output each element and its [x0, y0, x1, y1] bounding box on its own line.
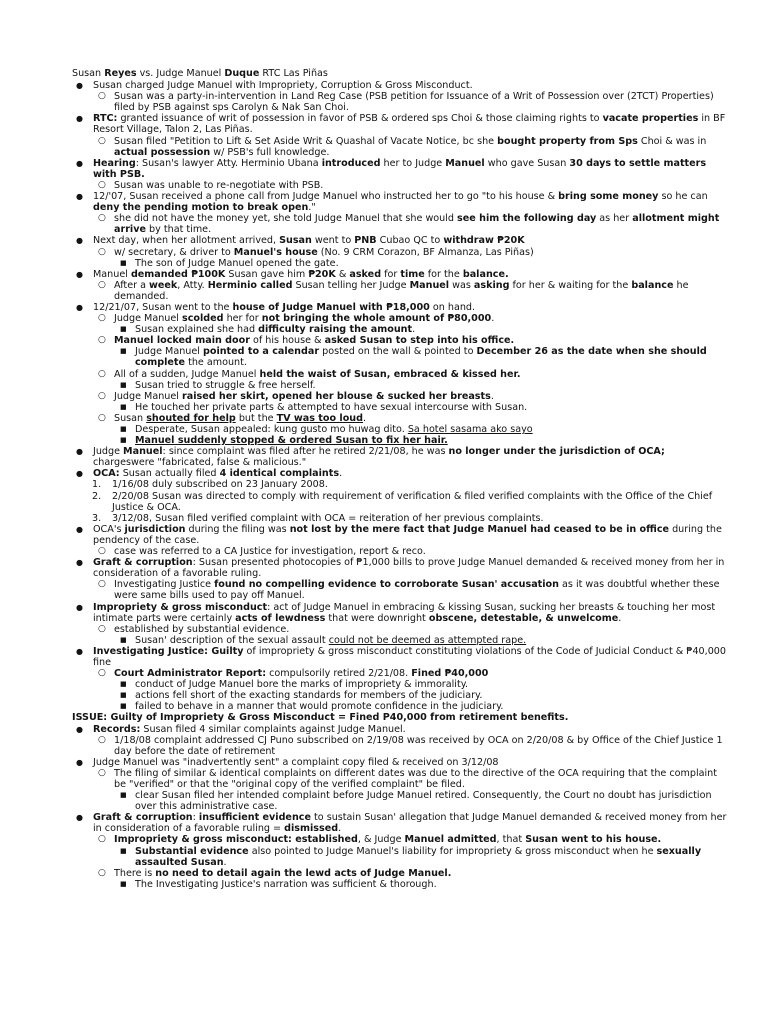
text-segment: but the: [235, 412, 277, 424]
text-segment: no need to detail again the lewd acts of Judge Manuel.: [155, 867, 452, 879]
text-segment: she did not have the money yet, she told Judge Manuel that she would: [114, 213, 458, 225]
text-segment: her for: [223, 313, 262, 325]
list-item: [72, 269, 728, 280]
list-item: [72, 579, 728, 601]
list-item: [72, 280, 728, 302]
text-segment: Next day, when her allotment arrived,: [93, 235, 280, 247]
text-segment: Manuel admitted: [404, 834, 497, 846]
list-item: [72, 435, 728, 446]
list-item: [72, 491, 728, 513]
list-item: [72, 557, 728, 579]
text-segment: difficulty raising the amount: [258, 324, 413, 336]
text-segment: 1/16/08 duly subscribed on 23 January 2008.: [112, 479, 328, 491]
text-segment: Manuel: [123, 446, 163, 458]
bullet-circle-icon: ○: [98, 91, 106, 102]
text-segment: could not be deemed as attempted rape.: [328, 634, 527, 646]
bullet-disc-icon: ●: [76, 302, 83, 312]
text-segment: .: [339, 468, 343, 480]
list-item: [72, 258, 728, 269]
bullet-disc-icon: ●: [76, 447, 83, 457]
text-segment: granted issuance of writ of possession in favor of PSB & ordered sps Choi & those claiming rights to: [117, 113, 603, 125]
text-segment: .: [412, 324, 416, 336]
text-segment: compulsorily retired 2/21/08.: [266, 668, 412, 680]
bullet-circle-icon: ○: [98, 546, 106, 557]
text-segment: Susan: [279, 235, 312, 247]
text-segment: of his house &: [249, 335, 325, 347]
list-item: [72, 313, 728, 324]
issue-heading: [72, 712, 728, 723]
text-segment: Susan actually filed: [119, 468, 220, 480]
list-item: [72, 524, 728, 546]
text-segment: chargeswere "fabricated, false & malicious.": [93, 457, 307, 469]
bullet-disc-icon: ●: [76, 269, 83, 279]
list-item: [72, 668, 728, 679]
text-segment: during the filing was: [185, 523, 290, 535]
text-segment: Judge Manuel: [114, 390, 182, 402]
text-segment: .: [618, 612, 622, 624]
text-segment: .: [490, 390, 494, 402]
bullet-square-icon: ■: [120, 791, 127, 800]
list-item: [72, 834, 728, 845]
text-segment: raised her skirt, opened her blouse & sucked her breasts: [181, 390, 491, 402]
list-item: [72, 191, 728, 213]
text-segment: 2/20/08 Susan was directed to comply with requirement of verification & filed verified complaints with the Office of the Chief Justice & OCA.: [112, 490, 713, 513]
bullet-disc-icon: ●: [76, 469, 83, 479]
text-segment: 1/18/08 complaint addressed CJ Puno subscribed on 2/19/08 was received by OCA on 2/20/08 & by Office of the Chief Justice 1 day before the date of retirement: [114, 734, 723, 757]
text-segment: Desperate, Susan appealed: kung gusto mo huwag dito.: [135, 424, 408, 435]
text-segment: established by substantial evidence.: [114, 623, 290, 635]
text-segment: so he can: [658, 191, 708, 203]
text-segment: scolded: [181, 313, 224, 325]
list-item: [72, 413, 728, 424]
text-segment: Graft & corruption: [93, 557, 193, 569]
bullet-disc-icon: ●: [76, 602, 83, 612]
text-segment: house of Judge Manuel with ₱18,000: [232, 301, 430, 313]
list-item: [72, 369, 728, 380]
text-segment: dismissed: [284, 823, 339, 835]
text-segment: :: [192, 812, 199, 824]
bullet-disc-icon: ●: [76, 236, 83, 246]
bullet-circle-icon: ○: [98, 135, 106, 146]
text-segment: PNB: [354, 235, 377, 247]
list-item: [72, 846, 728, 868]
text-segment: pointed to a calendar: [202, 346, 320, 358]
text-segment: ₱20K: [308, 268, 336, 280]
bullet-circle-icon: ○: [98, 213, 106, 224]
text-segment: Fined ₱40,000: [411, 668, 489, 680]
text-segment: jurisdiction: [124, 523, 186, 535]
list-item: [72, 724, 728, 735]
list-item: [72, 879, 728, 890]
text-segment: that were downright: [325, 612, 429, 624]
bullet-circle-icon: ○: [98, 579, 106, 590]
bullet-square-icon: ■: [120, 402, 127, 411]
text-segment: RTC:: [93, 113, 118, 125]
text-segment: sexually assaulted Susan: [135, 845, 702, 868]
bullet-disc-icon: ●: [76, 646, 83, 656]
bullet-square-icon: ■: [120, 325, 127, 334]
list-item: [72, 91, 728, 113]
bullet-square-icon: ■: [120, 347, 127, 356]
text-segment: TV was too loud: [276, 412, 363, 424]
text-segment: for the: [424, 268, 463, 280]
list-item: [72, 136, 728, 158]
text-segment: 3/12/08, Susan filed verified complaint with OCA = reiteration of her previous complaints.: [112, 512, 544, 524]
text-segment: , & Judge: [357, 834, 405, 846]
document-title: [72, 68, 728, 79]
text-segment: balance: [631, 279, 674, 291]
list-item: [72, 113, 728, 135]
text-segment: found no compelling evidence to corroborate Susan' accusation: [214, 579, 559, 591]
text-segment: 12/21/07, Susan went to the: [93, 301, 233, 313]
text-segment: w/ secretary, & driver to: [114, 246, 234, 258]
text-segment: bought property from Sps: [497, 135, 638, 147]
list-number: 1.: [92, 479, 102, 491]
text-segment: December 26 as the date when she should complete: [135, 346, 707, 369]
text-segment: posted on the wall & pointed to: [319, 346, 477, 358]
text-segment: her to Judge: [380, 157, 446, 169]
text-segment: Judge Manuel was "inadvertently sent" a complaint copy filed & received on 3/12/08: [93, 756, 499, 768]
bullet-circle-icon: ○: [98, 867, 106, 878]
text-segment: Duque: [224, 68, 260, 79]
bullet-square-icon: ■: [120, 436, 127, 445]
list-item: [72, 690, 728, 701]
text-segment: , that: [496, 834, 526, 846]
text-segment: 12/'07, Susan received a phone call from Judge Manuel who instructed her to go "to his house &: [93, 191, 559, 203]
text-segment: OCA's: [93, 523, 125, 535]
list-item: [72, 679, 728, 690]
text-segment: introduced: [321, 157, 381, 169]
text-segment: Susan filed 4 similar complaints against Judge Manuel.: [140, 723, 406, 735]
text-segment: case was referred to a CA Justice for investigation, report & reco.: [114, 546, 426, 558]
text-segment: who gave Susan: [484, 157, 570, 169]
text-segment: .: [223, 856, 227, 868]
text-segment: to sustain Susan' allegation that Judge Manuel demanded & received money from her in consideration of a favorable ruling =: [93, 812, 727, 835]
list-number: 3.: [92, 512, 102, 524]
text-segment: Manuel locked main door: [114, 335, 250, 347]
text-segment: deny the pending motion to break open: [93, 202, 309, 214]
list-item: [72, 468, 728, 479]
list-item: [72, 213, 728, 235]
text-segment: Judge Manuel: [135, 346, 203, 358]
list-item: [72, 158, 728, 180]
bullet-disc-icon: ●: [76, 724, 83, 734]
text-segment: After a: [114, 279, 150, 291]
text-segment: Judge: [93, 446, 124, 458]
bullet-disc-icon: ●: [76, 524, 83, 534]
text-segment: actual possession: [114, 146, 211, 158]
text-segment: Investigating Justice: [114, 579, 215, 591]
list-item: [72, 602, 728, 624]
text-segment: &: [335, 268, 350, 280]
text-segment: actions fell short of the exacting standards for members of the judiciary.: [135, 690, 483, 702]
text-segment: : act of Judge Manuel in embracing & kissing Susan, sucking her breasts & touching her most intimate parts were certainly: [93, 601, 716, 624]
text-segment: Manuel: [445, 157, 485, 169]
list-item: [72, 402, 728, 413]
text-segment: Susan' description of the sexual assault: [135, 634, 329, 646]
list-item: [72, 546, 728, 557]
bullet-disc-icon: ●: [76, 114, 83, 124]
bullet-circle-icon: ○: [98, 390, 106, 401]
text-segment: by that time.: [146, 224, 212, 236]
bullet-disc-icon: ●: [76, 192, 83, 202]
text-segment: acts of lewdness: [235, 612, 326, 624]
text-segment: RTC Las Piñas: [259, 68, 328, 79]
list-item: [72, 346, 728, 368]
document-body: [72, 80, 728, 890]
bullet-disc-icon: ●: [76, 757, 83, 767]
text-segment: : since complaint was filed after he retired 2/21/08, he was: [162, 446, 449, 458]
bullet-disc-icon: ●: [76, 558, 83, 568]
text-segment: Susan filed "Petition to Lift & Set Aside Writ & Quashal of Vacate Notice, bc she: [114, 135, 498, 147]
list-item: [72, 391, 728, 402]
text-segment: (No. 9 CRM Corazon, BF Almanza, Las Piñas): [317, 246, 534, 258]
list-item: [72, 324, 728, 335]
text-segment: Manuel's house: [233, 246, 318, 258]
text-segment: 30 days to settle matters with PSB.: [93, 157, 707, 180]
text-segment: Susan was a party-in-intervention in Land Reg Case (PSB petition for Issuance of a Writ of Possession over (2TCT) Properties) filed by PSB against sps Carolyn & Nak San Choi.: [114, 91, 714, 114]
text-segment: .": [308, 202, 316, 214]
text-segment: Hearing: [93, 157, 136, 169]
text-segment: week: [149, 279, 178, 291]
list-item: [72, 80, 728, 91]
text-segment: The son of Judge Manuel opened the gate.: [135, 257, 339, 269]
text-segment: Herminio called: [207, 279, 293, 291]
text-segment: Investigating Justice: Guilty: [93, 645, 244, 657]
text-segment: see him the following day: [457, 213, 597, 225]
text-segment: , Atty.: [177, 279, 208, 291]
text-segment: Susan explained she had: [135, 324, 259, 336]
bullet-circle-icon: ○: [98, 668, 106, 679]
text-segment: not bringing the whole amount of ₱80,000: [261, 313, 492, 325]
bullet-circle-icon: ○: [98, 279, 106, 290]
text-segment: failed to behave in a manner that would promote confidence in the judiciary.: [135, 701, 504, 713]
text-segment: went to: [311, 235, 355, 247]
text-segment: 4 identical complaints: [219, 468, 340, 480]
text-segment: Substantial evidence: [135, 845, 249, 857]
bullet-circle-icon: ○: [98, 412, 106, 423]
text-segment: bring some money: [558, 191, 659, 203]
text-segment: .: [338, 823, 342, 835]
bullet-square-icon: ■: [120, 879, 127, 888]
text-segment: on hand.: [429, 301, 476, 313]
text-segment: : Susan's lawyer Atty. Herminio Ubana: [135, 157, 322, 169]
text-segment: clear Susan filed her intended complaint before Judge Manuel retired. Consequently, the Court no doubt has jurisdiction over this administrative case.: [135, 790, 712, 813]
text-segment: Manuel: [93, 268, 131, 280]
text-segment: time: [400, 268, 425, 280]
text-segment: conduct of Judge Manuel bore the marks of impropriety & immorality.: [135, 679, 469, 691]
list-item: [72, 635, 728, 646]
text-segment: Impropriety & gross misconduct: established: [114, 834, 358, 846]
list-item: [72, 424, 728, 435]
text-segment: asked: [349, 268, 382, 280]
text-segment: of impropriety & gross misconduct constituting violations of the Code of Judicial Conduct & ₱40,000 fine: [93, 645, 727, 668]
text-segment: Impropriety & gross misconduct: [93, 601, 268, 613]
text-segment: .: [363, 412, 367, 424]
text-segment: OCA:: [93, 468, 120, 480]
list-item: [72, 247, 728, 258]
text-segment: withdraw ₱20K: [443, 235, 525, 247]
bullet-square-icon: ■: [120, 846, 127, 855]
list-item: [72, 479, 728, 490]
list-item: [72, 646, 728, 668]
text-segment: Judge Manuel: [114, 313, 182, 325]
text-segment: Susan: [72, 68, 105, 79]
text-segment: no longer under the jurisdiction of OCA;: [448, 446, 665, 458]
list-item: [72, 235, 728, 246]
text-segment: insufficient evidence: [198, 812, 311, 824]
bullet-circle-icon: ○: [98, 246, 106, 257]
text-segment: Susan tried to struggle & free herself.: [135, 379, 316, 391]
text-segment: demanded ₱100K: [130, 268, 226, 280]
bullet-disc-icon: ●: [76, 158, 83, 168]
bullet-circle-icon: ○: [98, 313, 106, 324]
text-segment: for her & waiting for the: [509, 279, 632, 291]
list-item: [72, 735, 728, 757]
text-segment: for: [381, 268, 401, 280]
text-segment: asking: [473, 279, 510, 291]
text-segment: allotment might arrive: [114, 213, 720, 236]
text-segment: Manuel suddenly stopped & ordered Susan to fix her hair.: [135, 435, 448, 447]
bullet-square-icon: ■: [120, 258, 127, 267]
text-segment: shouted for help: [146, 412, 236, 424]
text-segment: Manuel: [409, 279, 450, 291]
text-segment: Susan went to his house.: [525, 834, 662, 846]
text-segment: Susan was unable to re-negotiate with PSB.: [114, 179, 324, 191]
list-number: 2.: [92, 490, 102, 502]
text-segment: There is: [114, 867, 156, 879]
bullet-square-icon: ■: [120, 691, 127, 700]
bullet-square-icon: ■: [120, 635, 127, 644]
text-segment: as her: [596, 213, 633, 225]
text-segment: ISSUE: Guilty of Impropriety & Gross Misconduct = Fined P40,000 from retirement benefits.: [72, 712, 569, 724]
bullet-disc-icon: ●: [76, 81, 83, 91]
list-item: [72, 757, 728, 768]
text-segment: he demanded.: [114, 279, 689, 302]
text-segment: w/ PSB's full knowledge.: [210, 146, 330, 158]
bullet-square-icon: ■: [120, 702, 127, 711]
text-segment: held the waist of Susan, embraced & kissed her.: [259, 368, 521, 380]
text-segment: He touched her private parts & attempted to have sexual intercourse with Susan.: [135, 401, 528, 413]
text-segment: .: [491, 313, 495, 325]
bullet-circle-icon: ○: [98, 179, 106, 190]
text-segment: not lost by the mere fact that Judge Manuel had ceased to be in office: [289, 523, 670, 535]
text-segment: Reyes: [104, 68, 137, 79]
text-segment: Susan: [114, 412, 147, 424]
bullet-circle-icon: ○: [98, 623, 106, 634]
bullet-square-icon: ■: [120, 425, 127, 433]
list-item: [72, 302, 728, 313]
text-segment: also pointed to Judge Manuel's liability for impropriety & gross misconduct when he: [248, 845, 657, 857]
list-item: [72, 701, 728, 712]
text-segment: asked Susan to step into his office.: [324, 335, 515, 347]
text-segment: in BF Resort Village, Talon 2, Las Piñas.: [93, 113, 726, 136]
list-item: [72, 790, 728, 812]
list-item: [72, 446, 728, 468]
bullet-square-icon: ■: [120, 680, 127, 689]
text-segment: The filing of similar & identical complaints on different dates was due to the directive of the OCA requiring that the complaint be "verified" or that the "original copy of the verified complaint" be filed.: [114, 767, 718, 790]
list-item: [72, 768, 728, 790]
bullet-disc-icon: ●: [76, 813, 83, 823]
text-segment: Choi & was in: [637, 135, 707, 147]
text-segment: Court Administrator Report:: [114, 668, 267, 680]
text-segment: balance.: [462, 268, 509, 280]
text-segment: vacate properties: [602, 113, 699, 125]
list-item: [72, 180, 728, 191]
text-segment: vs. Judge Manuel: [136, 68, 225, 79]
text-segment: obscene, detestable, & unwelcome: [428, 612, 619, 624]
text-segment: during the pendency of the case.: [93, 523, 722, 546]
list-item: [72, 513, 728, 524]
bullet-circle-icon: ○: [98, 767, 106, 778]
list-item: [72, 868, 728, 879]
text-segment: Cubao QC to: [376, 235, 444, 247]
bullet-circle-icon: ○: [98, 834, 106, 845]
text-segment: : Susan presented photocopies of ₱1,000 bills to prove Judge Manuel demanded & received money from her in consideration of a favorable ruling.: [93, 557, 725, 580]
text-segment: as it was doubtful whether these were same bills used to pay off Manuel.: [114, 579, 720, 602]
list-item: [72, 624, 728, 635]
text-segment: the amount.: [185, 357, 247, 369]
bullet-circle-icon: ○: [98, 368, 106, 379]
list-item: [72, 380, 728, 391]
text-segment: Sa hotel sasama ako sayo: [407, 424, 533, 435]
bullet-circle-icon: ○: [98, 734, 106, 745]
text-segment: Susan telling her Judge: [292, 279, 410, 291]
text-segment: was: [449, 279, 474, 291]
bullet-circle-icon: ○: [98, 335, 106, 346]
text-segment: Susan charged Judge Manuel with Impropriety, Corruption & Gross Misconduct.: [93, 80, 473, 92]
text-segment: Susan gave him: [225, 268, 309, 280]
text-segment: All of a sudden, Judge Manuel: [114, 368, 260, 380]
bullet-square-icon: ■: [120, 380, 127, 389]
text-segment: Records:: [93, 723, 141, 735]
text-segment: The Investigating Justice's narration was sufficient & thorough.: [135, 878, 437, 890]
list-item: [72, 335, 728, 346]
list-item: [72, 812, 728, 834]
text-segment: Graft & corruption: [93, 812, 193, 824]
